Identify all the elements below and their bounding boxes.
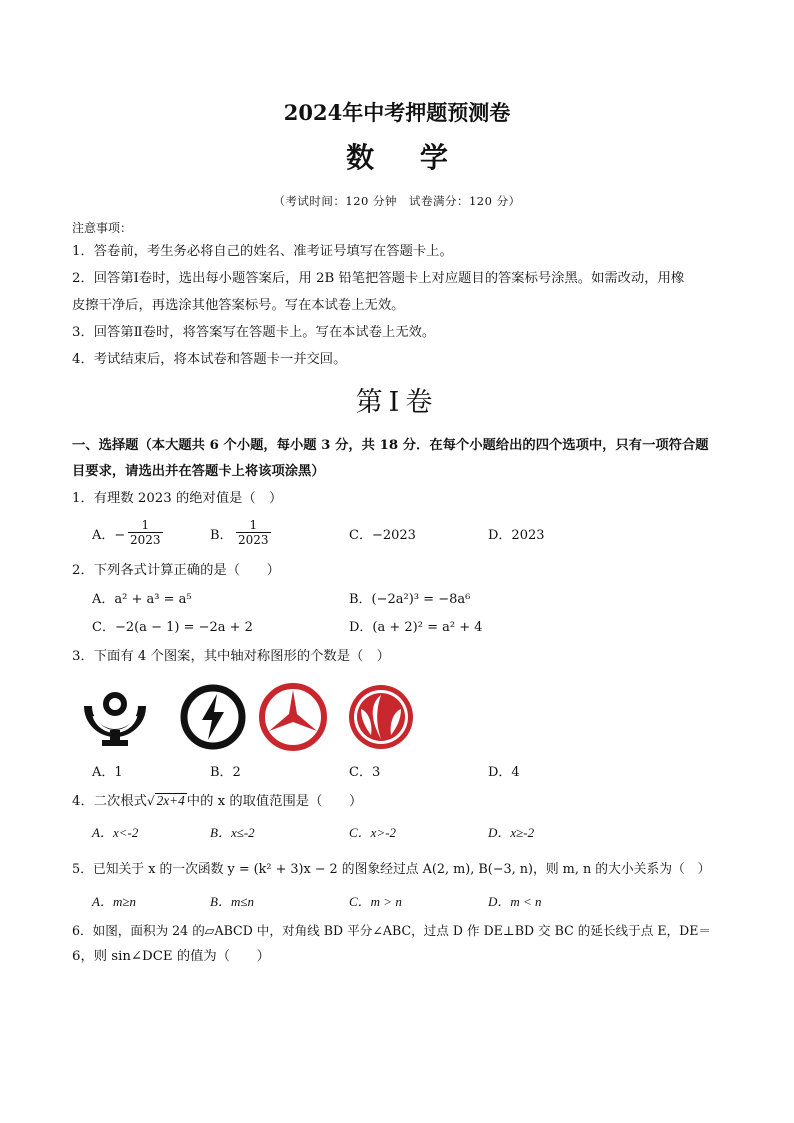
q5-option-a: A．m≥n (92, 894, 136, 909)
q4-option-c: C．x>-2 (349, 825, 397, 840)
q5-option-c: C．m > n (349, 894, 402, 909)
q1-a-numerator: 1 (141, 518, 150, 532)
q3-option-c: C．3 (349, 765, 381, 780)
q1-option-d: D．2023 (488, 528, 545, 543)
exam-info: （考试时间：120 分钟 试卷满分：120 分） (273, 194, 521, 208)
q1-option-b-fraction (236, 518, 271, 547)
q2-stem: 2．下列各式计算正确的是（ ） (72, 563, 280, 578)
notice-item-2-cont: 皮擦干净后，再选涂其他答案标号。写在本试卷上无效。 (72, 298, 405, 313)
q3-stem: 3．下面有 4 个图案，其中轴对称图形的个数是（ ） (72, 649, 390, 664)
q6-stem-line1: 6．如图，面积为 24 的▱ABCD 中，对角线 BD 平分∠ABC，过点 D 作 DE⊥BD 交 BC 的延长线于点 E，DE＝ (72, 923, 712, 938)
notice-item-4: 4．考试结束后，将本试卷和答题卡一并交回。 (72, 352, 347, 367)
q1-option-a-label: A．− (92, 528, 126, 543)
notice-item-2: 2．回答第Ⅰ卷时，选出每小题答案后，用 2B 铅笔把答题卡上对应题目的答案标号涂黑。如需改动，用橡 (72, 271, 685, 286)
q2-option-b: B．(−2a²)³ = −8a⁶ (349, 592, 471, 607)
q5-option-b: B．m≤n (210, 894, 254, 909)
q4-option-d: D．x≥-2 (488, 825, 535, 840)
q4-option-b: B．x≤-2 (210, 825, 255, 840)
q4-radicand: 2x+4 (156, 793, 185, 808)
q1-stem: 1．有理数 2023 的绝对值是（ ） (72, 491, 283, 506)
pattern-2-lightning-icon (178, 682, 248, 752)
q2-option-c: C．−2(a − 1) = −2a + 2 (92, 620, 253, 635)
q5-option-d: D．m < n (488, 894, 542, 909)
q1-b-denominator: 2023 (238, 533, 269, 547)
q4-stem-pre: 4．二次根式 (72, 794, 147, 809)
exam-title: 2024年中考押题预测卷 (283, 100, 511, 125)
q1-option-b-label: B． (210, 528, 233, 543)
q1-option-a-fraction (128, 518, 163, 547)
q3-option-d: D．4 (488, 765, 520, 780)
q6-stem-line2: 6，则 sin∠DCE 的值为（ ） (72, 949, 270, 964)
q4-option-a: A．x<-2 (92, 825, 139, 840)
q1-option-c: C．−2023 (349, 528, 416, 543)
section-instructions-line1: 一、选择题（本大题共 6 个小题，每小题 3 分，共 18 分．在每个小题给出的四个选项中，只有一项符合题 (72, 438, 709, 453)
notice-heading: 注意事项： (72, 221, 133, 235)
q3-option-b: B．2 (210, 765, 241, 780)
notice-item-3: 3．回答第Ⅱ卷时，将答案写在答题卡上。写在本试卷上无效。 (72, 325, 436, 340)
q2-option-a: A．a² + a³ = a⁵ (92, 592, 192, 607)
pattern-3-red-star-icon (257, 681, 329, 753)
q1-a-denominator: 2023 (130, 533, 161, 547)
subject-title: 数 学 (346, 141, 466, 174)
q5-stem: 5．已知关于 x 的一次函数 y = (k² + 3)x − 2 的图象经过点 A(2, m), B(−3, n)，则 m, n 的大小关系为（ ） (72, 862, 711, 877)
pattern-1-black-emblem-icon (80, 682, 150, 752)
q3-option-a: A．1 (92, 765, 123, 780)
q4-stem: 4．二次根式√ 2x+4 中的 x 的取值范围是（ ） (72, 793, 363, 809)
pattern-4-red-swirl-icon (345, 681, 417, 753)
part-title: 第Ⅰ卷 (355, 387, 439, 418)
section-instructions-line2: 目要求，请选出并在答题卡上将该项涂黑） (72, 464, 325, 479)
q2-option-d: D．(a + 2)² = a² + 4 (349, 620, 483, 635)
q1-b-numerator: 1 (249, 518, 258, 532)
q4-stem-post: 中的 x 的取值范围是（ ） (186, 794, 363, 809)
notice-item-1: 1．答卷前，考生务必将自己的姓名、准考证号填写在答题卡上。 (72, 244, 453, 259)
